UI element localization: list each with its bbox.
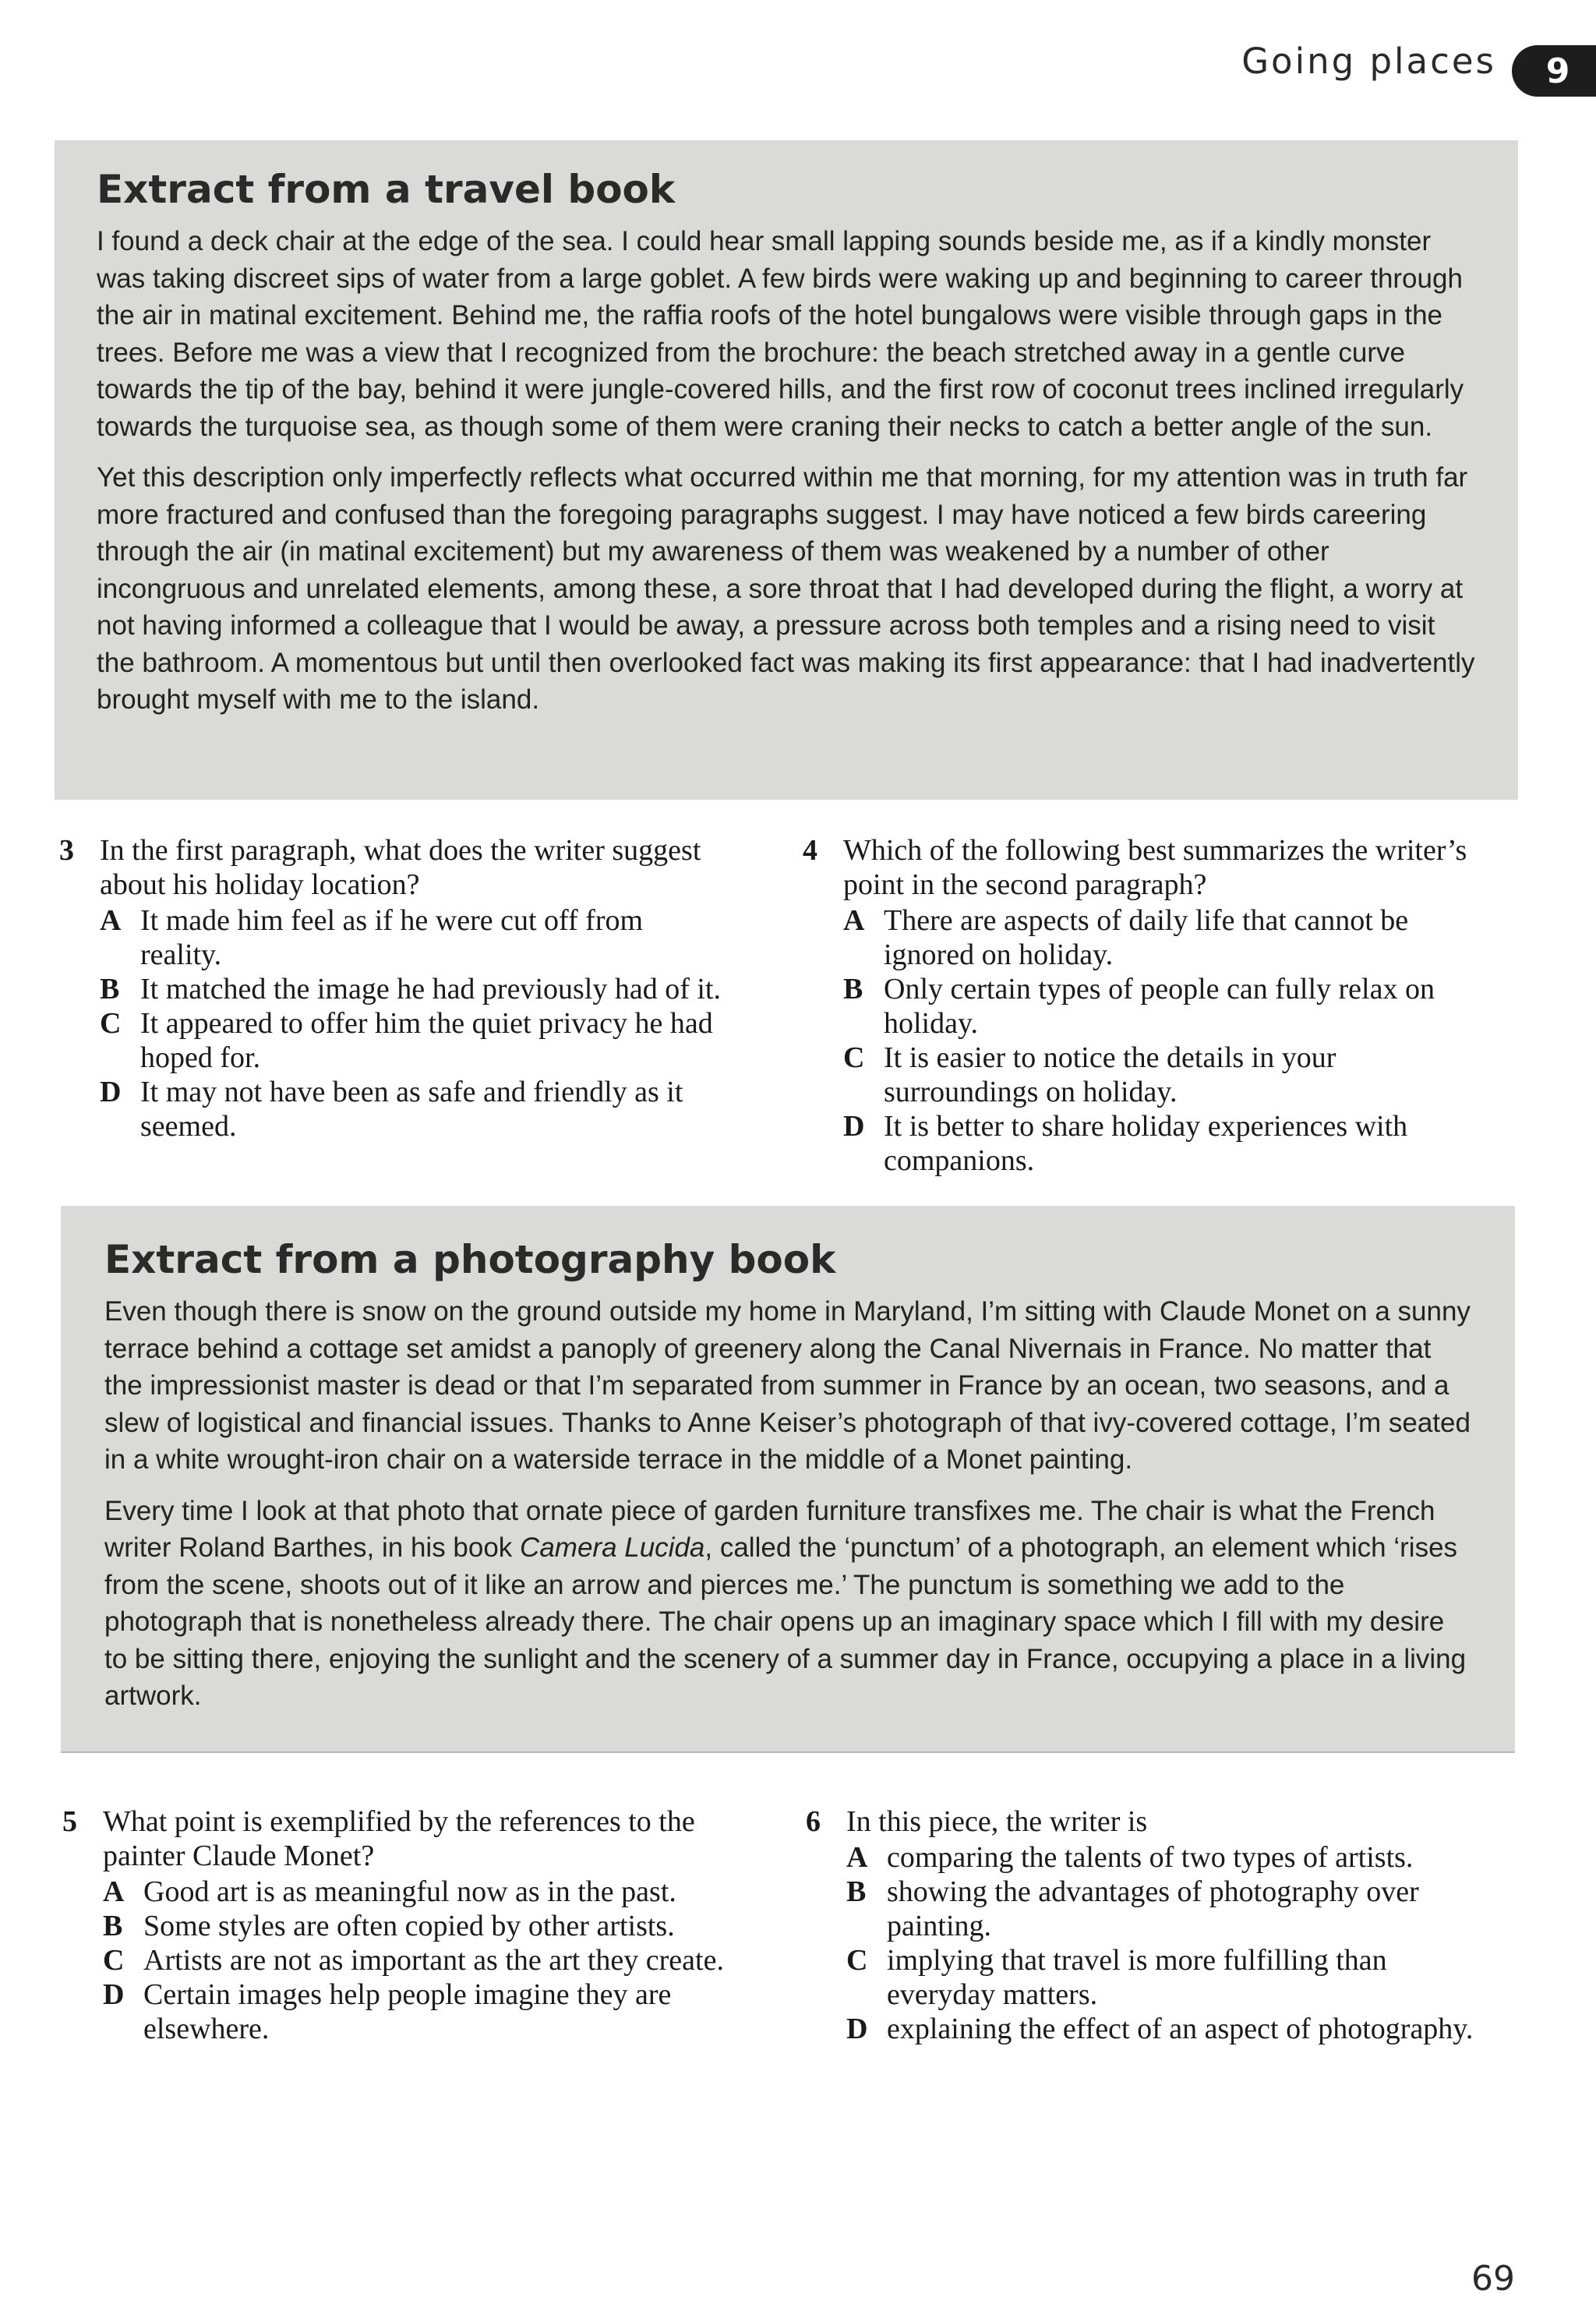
option-text: Some styles are often copied by other artists. xyxy=(143,1910,675,1942)
option-text: Artists are not as important as the art they create. xyxy=(143,1944,724,1977)
travel-extract-paragraph-1: I found a deck chair at the edge of the sea. I could hear small lapping sounds beside me, as if a kindly monster was taking discreet sips of water from a large goblet. A few birds were waking up and beginning to career through the air in matinal excitement. Behind me, the raffia roofs of the hotel bungalows were visible through gaps in the trees. Before me was a view that I recognized from the brochure: the beach stretched away in a gentle curve towards the tip of the bay, behind it were jungle-covered hills, and the first row of coconut trees inclined irregularly towards the turquoise sea, as though some of them were craning their necks to catch a better angle of the sun. xyxy=(97,226,1464,442)
option-letter: B xyxy=(843,973,863,1005)
option-text: It made him feel as if he were cut off from reality. xyxy=(140,904,644,971)
photo-extract-paragraph-1: Even though there is snow on the ground outside my home in Maryland, I’m sitting with Claude Monet on a sunny terrace behind a cottage set amidst a panoply of greenery along the Canal Nivernais in France. No matter that the impressionist master is dead or that I’m separated from summer in France by an ocean, two seasons, and a slew of logistical and financial issues. Thanks to Anne Keiser’s photograph of that ivy-covered cottage, I’m seated in a white wrought-iron chair on a waterside terrace in the middle of a Monet painting. xyxy=(104,1296,1471,1475)
option-text: It appeared to offer him the quiet privacy he had hoped for. xyxy=(140,1007,713,1074)
option-letter: A xyxy=(100,904,122,937)
option-letter: A xyxy=(843,904,865,937)
book-title: Camera Lucida xyxy=(520,1532,705,1563)
option-letter: C xyxy=(103,1944,125,1977)
option-text: It matched the image he had previously had of it. xyxy=(140,973,721,1005)
question-text: In the first paragraph, what does the writer suggest about his holiday location? xyxy=(100,834,701,901)
question-stem xyxy=(803,833,1473,902)
chapter-number-tab: 9 xyxy=(1512,45,1596,97)
option-text: explaining the effect of an aspect of photography. xyxy=(887,2013,1474,2045)
answer-option-c[interactable] xyxy=(62,1943,733,1977)
option-letter: D xyxy=(103,1978,125,2011)
question-number: 3 xyxy=(59,834,74,867)
option-letter: B xyxy=(846,1875,867,1908)
answer-option-d[interactable] xyxy=(806,2012,1476,2046)
option-text: There are aspects of daily life that cannot be ignored on holiday. xyxy=(884,904,1409,971)
answer-option-a[interactable] xyxy=(59,903,729,972)
travel-book-extract xyxy=(55,140,1518,800)
option-letter: C xyxy=(843,1041,865,1074)
question-stem xyxy=(806,1804,1476,1839)
paragraph-text: Every time I look at that photo that ornate piece of garden furniture transfixes me. The chair is what the French writer Roland Barthes, in his book xyxy=(104,1495,1435,1563)
travel-extract-title: Extract from a travel book xyxy=(97,167,676,212)
option-letter: D xyxy=(843,1110,865,1143)
option-text: showing the advantages of photography over painting. xyxy=(887,1875,1419,1942)
option-letter: B xyxy=(103,1910,123,1942)
answer-option-a[interactable] xyxy=(803,903,1473,972)
photo-extract-paragraph-2 xyxy=(104,1493,1473,1715)
answer-option-c[interactable] xyxy=(803,1041,1473,1109)
option-text: It may not have been as safe and friendly as it seemed. xyxy=(140,1076,683,1143)
question-number: 6 xyxy=(806,1805,821,1838)
answer-option-d[interactable] xyxy=(62,1977,733,2046)
option-text: It is easier to notice the details in your surroundings on holiday. xyxy=(884,1041,1336,1108)
question-stem xyxy=(59,833,729,902)
option-letter: D xyxy=(846,2013,868,2045)
answer-option-b[interactable] xyxy=(806,1875,1476,1943)
page-number: 69 xyxy=(1471,2259,1515,2299)
option-letter: A xyxy=(103,1875,125,1908)
photography-book-extract xyxy=(61,1206,1515,1753)
question-4 xyxy=(803,833,1473,1178)
answer-option-d[interactable] xyxy=(59,1075,729,1143)
answer-option-a[interactable] xyxy=(806,1840,1476,1875)
question-text: What point is exemplified by the references to the painter Claude Monet? xyxy=(103,1805,695,1872)
paragraph-text: , called the ‘punctum’ of a photograph, an element which ‘rises from the scene, shoots out of it like an arrow and pierces me.’ The punctum is something we add to the photograph that is nonetheless already there. The chair opens up an imaginary space which I fill with my desire to be sitting there, enjoying the sunlight and the scenery of a summer day in France, occupying a place in a living artwork. xyxy=(104,1532,1467,1711)
option-letter: A xyxy=(846,1841,868,1874)
question-text: In this piece, the writer is xyxy=(846,1805,1148,1838)
answer-option-b[interactable] xyxy=(59,972,729,1006)
question-5 xyxy=(62,1804,733,2046)
option-letter: D xyxy=(100,1076,122,1108)
answer-option-d[interactable] xyxy=(803,1109,1473,1178)
question-text: Which of the following best summarizes the writer’s point in the second paragraph? xyxy=(843,834,1467,901)
photo-extract-title: Extract from a photography book xyxy=(104,1237,836,1282)
option-letter: C xyxy=(100,1007,122,1040)
option-text: It is better to share holiday experiences with companions. xyxy=(884,1110,1408,1177)
question-number: 4 xyxy=(803,834,817,867)
travel-extract-paragraph-2: Yet this description only imperfectly reflects what occurred within me that morning, for my attention was in truth far more fractured and confused than the foregoing paragraphs suggest. I may have noticed a few birds careering through the air (in matinal excitement) but my awareness of them was weakened by a number of other incongruous and unrelated elements, among these, a sore throat that I had developed during the flight, a worry at not having informed a colleague that I would be away, a pressure across both temples and a rising need to visit the bathroom. A momentous but until then overlooked fact was making its first appearance: that I had inadvertently brought myself with me to the island. xyxy=(97,462,1475,715)
option-letter: C xyxy=(846,1944,868,1977)
option-text: Certain images help people imagine they are elsewhere. xyxy=(143,1978,672,2045)
option-letter: B xyxy=(100,973,120,1005)
answer-option-c[interactable] xyxy=(59,1006,729,1075)
answer-option-b[interactable] xyxy=(62,1909,733,1943)
option-text: Good art is as meaningful now as in the past. xyxy=(143,1875,676,1908)
question-stem xyxy=(62,1804,733,1873)
question-3 xyxy=(59,833,729,1143)
question-6 xyxy=(806,1804,1476,2046)
question-number: 5 xyxy=(62,1805,77,1838)
answer-option-c[interactable] xyxy=(806,1943,1476,2012)
option-text: comparing the talents of two types of artists. xyxy=(887,1841,1414,1874)
answer-option-b[interactable] xyxy=(803,972,1473,1041)
option-text: Only certain types of people can fully relax on holiday. xyxy=(884,973,1435,1040)
option-text: implying that travel is more fulfilling than everyday matters. xyxy=(887,1944,1387,2011)
running-head-title: Going places xyxy=(1241,41,1496,82)
answer-option-a[interactable] xyxy=(62,1875,733,1909)
